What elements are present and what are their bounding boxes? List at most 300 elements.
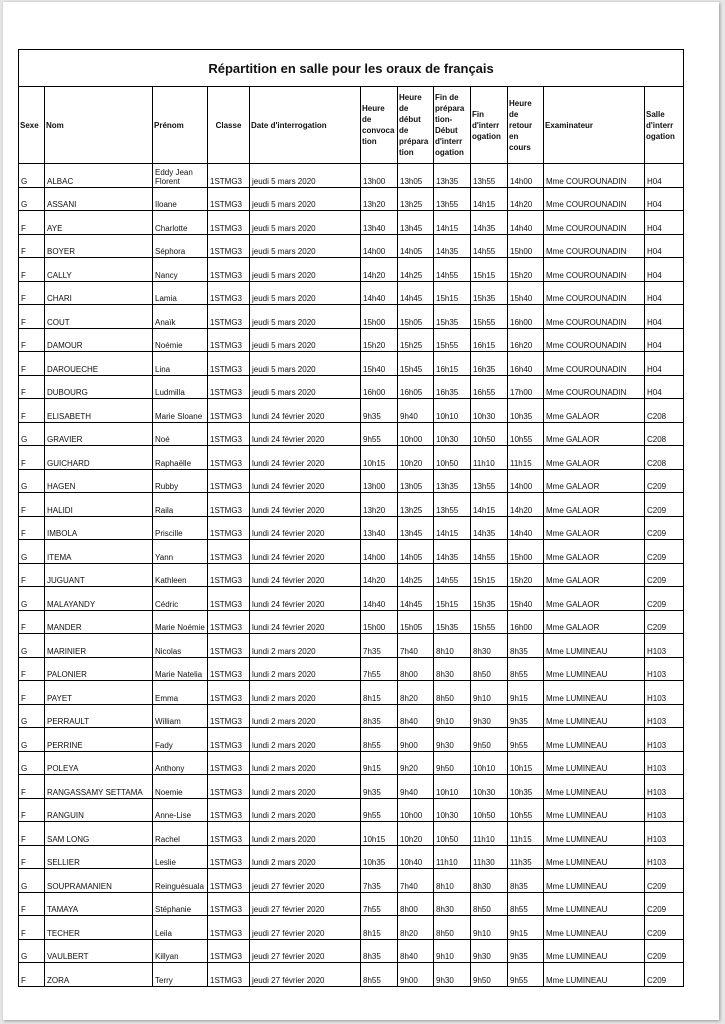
cell-salle: H04 bbox=[645, 234, 684, 258]
cell-sexe: G bbox=[19, 869, 45, 893]
cell-prenom: Charlotte bbox=[153, 211, 208, 235]
cell-date: jeudi 5 mars 2020 bbox=[250, 211, 361, 235]
cell-sexe: F bbox=[19, 798, 45, 822]
cell-fin-interrogation: 15h35 bbox=[471, 587, 508, 611]
cell-sexe: G bbox=[19, 728, 45, 752]
cell-convocation: 13h20 bbox=[361, 493, 398, 517]
cell-classe: 1STMG3 bbox=[208, 399, 250, 423]
cell-sexe: F bbox=[19, 446, 45, 470]
cell-fin-interrogation: 10h30 bbox=[471, 399, 508, 423]
cell-date: jeudi 27 février 2020 bbox=[250, 963, 361, 987]
cell-examinateur: Mme COUROUNADIN bbox=[544, 305, 645, 329]
cell-prenom: William bbox=[153, 704, 208, 728]
table-row bbox=[19, 187, 684, 211]
cell-prenom: Raphaëlle bbox=[153, 446, 208, 470]
table-row bbox=[19, 892, 684, 916]
cell-nom: GUICHARD bbox=[45, 446, 153, 470]
cell-fin-interrogation: 9h10 bbox=[471, 916, 508, 940]
cell-salle: H103 bbox=[645, 798, 684, 822]
cell-date: jeudi 5 mars 2020 bbox=[250, 234, 361, 258]
cell-nom: CALLY bbox=[45, 258, 153, 282]
cell-retour: 9h15 bbox=[508, 916, 544, 940]
cell-salle: C208 bbox=[645, 399, 684, 423]
cell-fin-preparation: 9h30 bbox=[434, 728, 471, 752]
cell-sexe: F bbox=[19, 610, 45, 634]
header-fin-preparation: Fin de prépara tion- Début d'interr ogation bbox=[434, 87, 471, 164]
cell-convocation: 8h15 bbox=[361, 916, 398, 940]
cell-salle: H103 bbox=[645, 751, 684, 775]
cell-prenom: Noé bbox=[153, 422, 208, 446]
cell-prenom: Noémie bbox=[153, 328, 208, 352]
cell-retour: 10h55 bbox=[508, 422, 544, 446]
cell-date: lundi 2 mars 2020 bbox=[250, 751, 361, 775]
cell-classe: 1STMG3 bbox=[208, 869, 250, 893]
cell-salle: C209 bbox=[645, 493, 684, 517]
cell-retour: 15h20 bbox=[508, 258, 544, 282]
header-row bbox=[19, 87, 684, 164]
cell-salle: C209 bbox=[645, 587, 684, 611]
cell-salle: H103 bbox=[645, 775, 684, 799]
cell-classe: 1STMG3 bbox=[208, 164, 250, 188]
cell-salle: C209 bbox=[645, 892, 684, 916]
cell-convocation: 14h00 bbox=[361, 234, 398, 258]
cell-sexe: F bbox=[19, 211, 45, 235]
cell-prenom: Cédric bbox=[153, 587, 208, 611]
cell-retour: 9h55 bbox=[508, 728, 544, 752]
cell-retour: 10h15 bbox=[508, 751, 544, 775]
cell-salle: H04 bbox=[645, 305, 684, 329]
cell-prenom: Ludmilla bbox=[153, 375, 208, 399]
cell-fin-preparation: 16h15 bbox=[434, 352, 471, 376]
cell-date: lundi 24 février 2020 bbox=[250, 469, 361, 493]
cell-classe: 1STMG3 bbox=[208, 540, 250, 564]
cell-classe: 1STMG3 bbox=[208, 681, 250, 705]
cell-retour: 16h00 bbox=[508, 610, 544, 634]
cell-nom: SAM LONG bbox=[45, 822, 153, 846]
table-row bbox=[19, 798, 684, 822]
cell-nom: ASSANI bbox=[45, 187, 153, 211]
cell-convocation: 7h35 bbox=[361, 634, 398, 658]
cell-sexe: F bbox=[19, 493, 45, 517]
cell-convocation: 8h15 bbox=[361, 681, 398, 705]
cell-convocation: 7h55 bbox=[361, 892, 398, 916]
cell-fin-preparation: 14h15 bbox=[434, 211, 471, 235]
cell-examinateur: Mme COUROUNADIN bbox=[544, 258, 645, 282]
cell-nom: PERRAULT bbox=[45, 704, 153, 728]
cell-fin-preparation: 14h35 bbox=[434, 234, 471, 258]
cell-date: lundi 24 février 2020 bbox=[250, 516, 361, 540]
cell-salle: C209 bbox=[645, 869, 684, 893]
cell-debut-preparation: 10h40 bbox=[398, 845, 434, 869]
cell-nom: COUT bbox=[45, 305, 153, 329]
table-row bbox=[19, 704, 684, 728]
cell-nom: MALAYANDY bbox=[45, 587, 153, 611]
cell-convocation: 14h40 bbox=[361, 587, 398, 611]
cell-fin-interrogation: 10h50 bbox=[471, 422, 508, 446]
cell-fin-interrogation: 16h35 bbox=[471, 352, 508, 376]
cell-convocation: 15h00 bbox=[361, 610, 398, 634]
cell-convocation: 13h40 bbox=[361, 516, 398, 540]
cell-classe: 1STMG3 bbox=[208, 258, 250, 282]
cell-convocation: 9h15 bbox=[361, 751, 398, 775]
cell-prenom: Rachel bbox=[153, 822, 208, 846]
cell-prenom: Terry bbox=[153, 963, 208, 987]
cell-nom: PALONIER bbox=[45, 657, 153, 681]
cell-classe: 1STMG3 bbox=[208, 469, 250, 493]
cell-nom: IMBOLA bbox=[45, 516, 153, 540]
table-row bbox=[19, 516, 684, 540]
cell-convocation: 15h40 bbox=[361, 352, 398, 376]
cell-examinateur: Mme COUROUNADIN bbox=[544, 375, 645, 399]
cell-fin-interrogation: 9h50 bbox=[471, 963, 508, 987]
cell-fin-preparation: 9h30 bbox=[434, 963, 471, 987]
cell-convocation: 10h35 bbox=[361, 845, 398, 869]
cell-fin-preparation: 10h50 bbox=[434, 822, 471, 846]
cell-fin-interrogation: 11h10 bbox=[471, 446, 508, 470]
cell-prenom: Séphora bbox=[153, 234, 208, 258]
table-row bbox=[19, 164, 684, 188]
cell-nom: JUGUANT bbox=[45, 563, 153, 587]
cell-date: lundi 2 mars 2020 bbox=[250, 704, 361, 728]
cell-convocation: 8h35 bbox=[361, 939, 398, 963]
cell-retour: 9h15 bbox=[508, 681, 544, 705]
table-row bbox=[19, 258, 684, 282]
cell-convocation: 14h40 bbox=[361, 281, 398, 305]
cell-sexe: F bbox=[19, 892, 45, 916]
cell-prenom: Raila bbox=[153, 493, 208, 517]
cell-examinateur: Mme LUMINEAU bbox=[544, 939, 645, 963]
cell-sexe: F bbox=[19, 516, 45, 540]
cell-date: jeudi 5 mars 2020 bbox=[250, 281, 361, 305]
cell-debut-preparation: 13h45 bbox=[398, 516, 434, 540]
cell-fin-interrogation: 10h10 bbox=[471, 751, 508, 775]
cell-debut-preparation: 9h00 bbox=[398, 963, 434, 987]
cell-sexe: F bbox=[19, 963, 45, 987]
cell-prenom: Anthony bbox=[153, 751, 208, 775]
cell-fin-interrogation: 11h30 bbox=[471, 845, 508, 869]
table-row bbox=[19, 399, 684, 423]
cell-nom: TECHER bbox=[45, 916, 153, 940]
cell-retour: 9h35 bbox=[508, 704, 544, 728]
cell-examinateur: Mme LUMINEAU bbox=[544, 798, 645, 822]
cell-examinateur: Mme GALAOR bbox=[544, 469, 645, 493]
header-prenom: Prénom bbox=[153, 87, 208, 164]
cell-fin-interrogation: 11h10 bbox=[471, 822, 508, 846]
cell-retour: 16h40 bbox=[508, 352, 544, 376]
cell-date: lundi 24 février 2020 bbox=[250, 540, 361, 564]
cell-sexe: G bbox=[19, 164, 45, 188]
cell-retour: 15h00 bbox=[508, 234, 544, 258]
cell-date: lundi 2 mars 2020 bbox=[250, 822, 361, 846]
cell-date: lundi 2 mars 2020 bbox=[250, 634, 361, 658]
cell-nom: HALIDI bbox=[45, 493, 153, 517]
cell-debut-preparation: 15h25 bbox=[398, 328, 434, 352]
cell-prenom: Kathleen bbox=[153, 563, 208, 587]
cell-fin-preparation: 15h15 bbox=[434, 587, 471, 611]
cell-debut-preparation: 14h45 bbox=[398, 281, 434, 305]
cell-date: lundi 2 mars 2020 bbox=[250, 845, 361, 869]
cell-fin-interrogation: 14h35 bbox=[471, 516, 508, 540]
cell-fin-interrogation: 13h55 bbox=[471, 164, 508, 188]
cell-fin-interrogation: 13h55 bbox=[471, 469, 508, 493]
cell-classe: 1STMG3 bbox=[208, 446, 250, 470]
cell-examinateur: Mme GALAOR bbox=[544, 563, 645, 587]
cell-fin-interrogation: 9h10 bbox=[471, 681, 508, 705]
cell-fin-preparation: 8h10 bbox=[434, 634, 471, 658]
cell-examinateur: Mme LUMINEAU bbox=[544, 775, 645, 799]
cell-date: lundi 2 mars 2020 bbox=[250, 798, 361, 822]
cell-fin-preparation: 8h30 bbox=[434, 657, 471, 681]
cell-nom: GRAVIER bbox=[45, 422, 153, 446]
cell-retour: 14h20 bbox=[508, 187, 544, 211]
cell-salle: H103 bbox=[645, 681, 684, 705]
cell-debut-preparation: 7h40 bbox=[398, 634, 434, 658]
cell-prenom: Killyan bbox=[153, 939, 208, 963]
cell-sexe: G bbox=[19, 469, 45, 493]
cell-nom: TAMAYA bbox=[45, 892, 153, 916]
cell-examinateur: Mme GALAOR bbox=[544, 540, 645, 564]
cell-sexe: F bbox=[19, 328, 45, 352]
cell-prenom: Nancy bbox=[153, 258, 208, 282]
cell-fin-interrogation: 14h15 bbox=[471, 187, 508, 211]
table-row bbox=[19, 634, 684, 658]
cell-fin-preparation: 13h55 bbox=[434, 187, 471, 211]
table-row bbox=[19, 305, 684, 329]
cell-classe: 1STMG3 bbox=[208, 211, 250, 235]
cell-sexe: F bbox=[19, 822, 45, 846]
cell-debut-preparation: 8h20 bbox=[398, 916, 434, 940]
table-row bbox=[19, 657, 684, 681]
cell-date: jeudi 5 mars 2020 bbox=[250, 187, 361, 211]
cell-date: jeudi 27 février 2020 bbox=[250, 892, 361, 916]
cell-fin-preparation: 14h15 bbox=[434, 516, 471, 540]
cell-sexe: F bbox=[19, 657, 45, 681]
table-row bbox=[19, 869, 684, 893]
cell-fin-preparation: 8h50 bbox=[434, 916, 471, 940]
cell-convocation: 15h00 bbox=[361, 305, 398, 329]
cell-retour: 15h20 bbox=[508, 563, 544, 587]
cell-examinateur: Mme GALAOR bbox=[544, 493, 645, 517]
cell-retour: 10h55 bbox=[508, 798, 544, 822]
cell-fin-interrogation: 15h35 bbox=[471, 281, 508, 305]
cell-prenom: Lina bbox=[153, 352, 208, 376]
table-row bbox=[19, 375, 684, 399]
cell-prenom: Noemie bbox=[153, 775, 208, 799]
cell-debut-preparation: 10h20 bbox=[398, 446, 434, 470]
cell-convocation: 13h00 bbox=[361, 469, 398, 493]
cell-examinateur: Mme LUMINEAU bbox=[544, 822, 645, 846]
cell-retour: 8h55 bbox=[508, 657, 544, 681]
cell-sexe: F bbox=[19, 563, 45, 587]
cell-examinateur: Mme COUROUNADIN bbox=[544, 281, 645, 305]
cell-classe: 1STMG3 bbox=[208, 281, 250, 305]
cell-convocation: 16h00 bbox=[361, 375, 398, 399]
cell-sexe: G bbox=[19, 187, 45, 211]
cell-fin-interrogation: 15h55 bbox=[471, 610, 508, 634]
cell-date: jeudi 5 mars 2020 bbox=[250, 375, 361, 399]
cell-fin-preparation: 11h10 bbox=[434, 845, 471, 869]
cell-sexe: F bbox=[19, 352, 45, 376]
cell-salle: H04 bbox=[645, 258, 684, 282]
header-examinateur: Examinateur bbox=[544, 87, 645, 164]
table-row bbox=[19, 563, 684, 587]
cell-debut-preparation: 8h20 bbox=[398, 681, 434, 705]
cell-classe: 1STMG3 bbox=[208, 516, 250, 540]
cell-retour: 10h35 bbox=[508, 399, 544, 423]
cell-fin-preparation: 10h50 bbox=[434, 446, 471, 470]
cell-fin-preparation: 13h35 bbox=[434, 469, 471, 493]
cell-retour: 17h00 bbox=[508, 375, 544, 399]
cell-salle: C209 bbox=[645, 516, 684, 540]
cell-prenom: Nicolas bbox=[153, 634, 208, 658]
cell-date: jeudi 27 février 2020 bbox=[250, 939, 361, 963]
cell-classe: 1STMG3 bbox=[208, 187, 250, 211]
cell-prenom: Marie Noémie bbox=[153, 610, 208, 634]
cell-retour: 16h20 bbox=[508, 328, 544, 352]
cell-examinateur: Mme LUMINEAU bbox=[544, 728, 645, 752]
cell-prenom: Marie Natelia bbox=[153, 657, 208, 681]
cell-retour: 14h40 bbox=[508, 516, 544, 540]
cell-classe: 1STMG3 bbox=[208, 822, 250, 846]
table-row bbox=[19, 493, 684, 517]
cell-date: lundi 24 février 2020 bbox=[250, 610, 361, 634]
table-row bbox=[19, 281, 684, 305]
cell-fin-preparation: 10h10 bbox=[434, 775, 471, 799]
cell-classe: 1STMG3 bbox=[208, 704, 250, 728]
table-row bbox=[19, 540, 684, 564]
cell-classe: 1STMG3 bbox=[208, 892, 250, 916]
cell-fin-preparation: 8h10 bbox=[434, 869, 471, 893]
cell-salle: H04 bbox=[645, 352, 684, 376]
cell-date: jeudi 5 mars 2020 bbox=[250, 328, 361, 352]
cell-retour: 10h35 bbox=[508, 775, 544, 799]
cell-nom: ELISABETH bbox=[45, 399, 153, 423]
cell-convocation: 13h00 bbox=[361, 164, 398, 188]
cell-debut-preparation: 10h00 bbox=[398, 422, 434, 446]
cell-convocation: 10h15 bbox=[361, 446, 398, 470]
cell-examinateur: Mme LUMINEAU bbox=[544, 963, 645, 987]
table-row bbox=[19, 822, 684, 846]
table-row bbox=[19, 587, 684, 611]
cell-debut-preparation: 13h25 bbox=[398, 187, 434, 211]
cell-salle: C209 bbox=[645, 540, 684, 564]
cell-nom: ITEMA bbox=[45, 540, 153, 564]
cell-classe: 1STMG3 bbox=[208, 305, 250, 329]
table-row bbox=[19, 446, 684, 470]
cell-fin-preparation: 8h50 bbox=[434, 681, 471, 705]
cell-date: jeudi 27 février 2020 bbox=[250, 916, 361, 940]
cell-prenom: Yann bbox=[153, 540, 208, 564]
cell-date: lundi 24 février 2020 bbox=[250, 587, 361, 611]
cell-convocation: 10h15 bbox=[361, 822, 398, 846]
cell-examinateur: Mme LUMINEAU bbox=[544, 657, 645, 681]
cell-convocation: 13h20 bbox=[361, 187, 398, 211]
cell-fin-preparation: 16h35 bbox=[434, 375, 471, 399]
cell-nom: DAROUECHE bbox=[45, 352, 153, 376]
cell-prenom: Priscille bbox=[153, 516, 208, 540]
cell-nom: RANGASSAMY SETTAMA bbox=[45, 775, 153, 799]
cell-retour: 11h15 bbox=[508, 822, 544, 846]
cell-fin-preparation: 10h30 bbox=[434, 798, 471, 822]
cell-date: jeudi 5 mars 2020 bbox=[250, 258, 361, 282]
cell-sexe: G bbox=[19, 587, 45, 611]
cell-convocation: 7h55 bbox=[361, 657, 398, 681]
cell-retour: 11h15 bbox=[508, 446, 544, 470]
cell-examinateur: Mme LUMINEAU bbox=[544, 681, 645, 705]
cell-fin-preparation: 14h35 bbox=[434, 540, 471, 564]
cell-classe: 1STMG3 bbox=[208, 375, 250, 399]
cell-convocation: 9h35 bbox=[361, 775, 398, 799]
cell-debut-preparation: 9h00 bbox=[398, 728, 434, 752]
cell-prenom: Lamia bbox=[153, 281, 208, 305]
cell-fin-preparation: 13h35 bbox=[434, 164, 471, 188]
table-row bbox=[19, 775, 684, 799]
cell-retour: 14h40 bbox=[508, 211, 544, 235]
cell-classe: 1STMG3 bbox=[208, 328, 250, 352]
cell-nom: CHARI bbox=[45, 281, 153, 305]
cell-prenom: Leila bbox=[153, 916, 208, 940]
cell-nom: MANDER bbox=[45, 610, 153, 634]
cell-nom: DUBOURG bbox=[45, 375, 153, 399]
cell-debut-preparation: 10h20 bbox=[398, 822, 434, 846]
cell-sexe: F bbox=[19, 234, 45, 258]
cell-retour: 9h55 bbox=[508, 963, 544, 987]
cell-salle: C209 bbox=[645, 939, 684, 963]
cell-fin-preparation: 10h30 bbox=[434, 422, 471, 446]
cell-fin-interrogation: 8h50 bbox=[471, 892, 508, 916]
cell-sexe: G bbox=[19, 751, 45, 775]
cell-fin-interrogation: 9h30 bbox=[471, 939, 508, 963]
cell-salle: C209 bbox=[645, 916, 684, 940]
cell-retour: 11h35 bbox=[508, 845, 544, 869]
cell-sexe: G bbox=[19, 422, 45, 446]
cell-salle: H04 bbox=[645, 211, 684, 235]
cell-salle: H103 bbox=[645, 634, 684, 658]
table-row bbox=[19, 422, 684, 446]
cell-date: lundi 2 mars 2020 bbox=[250, 775, 361, 799]
header-debut-preparation: Heure de début de prépara tion bbox=[398, 87, 434, 164]
cell-fin-interrogation: 16h55 bbox=[471, 375, 508, 399]
cell-fin-interrogation: 15h15 bbox=[471, 258, 508, 282]
document-title: Répartition en salle pour les oraux de français bbox=[19, 50, 684, 87]
cell-date: lundi 24 février 2020 bbox=[250, 446, 361, 470]
document-page bbox=[3, 2, 719, 1020]
cell-fin-interrogation: 9h50 bbox=[471, 728, 508, 752]
cell-sexe: F bbox=[19, 681, 45, 705]
cell-fin-preparation: 9h50 bbox=[434, 751, 471, 775]
cell-salle: H103 bbox=[645, 657, 684, 681]
cell-debut-preparation: 9h40 bbox=[398, 775, 434, 799]
cell-debut-preparation: 9h20 bbox=[398, 751, 434, 775]
cell-classe: 1STMG3 bbox=[208, 234, 250, 258]
cell-fin-preparation: 8h30 bbox=[434, 892, 471, 916]
cell-convocation: 9h35 bbox=[361, 399, 398, 423]
cell-debut-preparation: 15h45 bbox=[398, 352, 434, 376]
cell-nom: POLEYA bbox=[45, 751, 153, 775]
cell-classe: 1STMG3 bbox=[208, 775, 250, 799]
cell-convocation: 8h35 bbox=[361, 704, 398, 728]
cell-classe: 1STMG3 bbox=[208, 939, 250, 963]
cell-examinateur: Mme GALAOR bbox=[544, 587, 645, 611]
cell-nom: ZORA bbox=[45, 963, 153, 987]
cell-convocation: 8h55 bbox=[361, 728, 398, 752]
cell-examinateur: Mme GALAOR bbox=[544, 516, 645, 540]
header-classe: Classe bbox=[208, 87, 250, 164]
cell-date: lundi 2 mars 2020 bbox=[250, 681, 361, 705]
cell-fin-interrogation: 14h35 bbox=[471, 211, 508, 235]
cell-debut-preparation: 14h45 bbox=[398, 587, 434, 611]
cell-nom: RANGUIN bbox=[45, 798, 153, 822]
